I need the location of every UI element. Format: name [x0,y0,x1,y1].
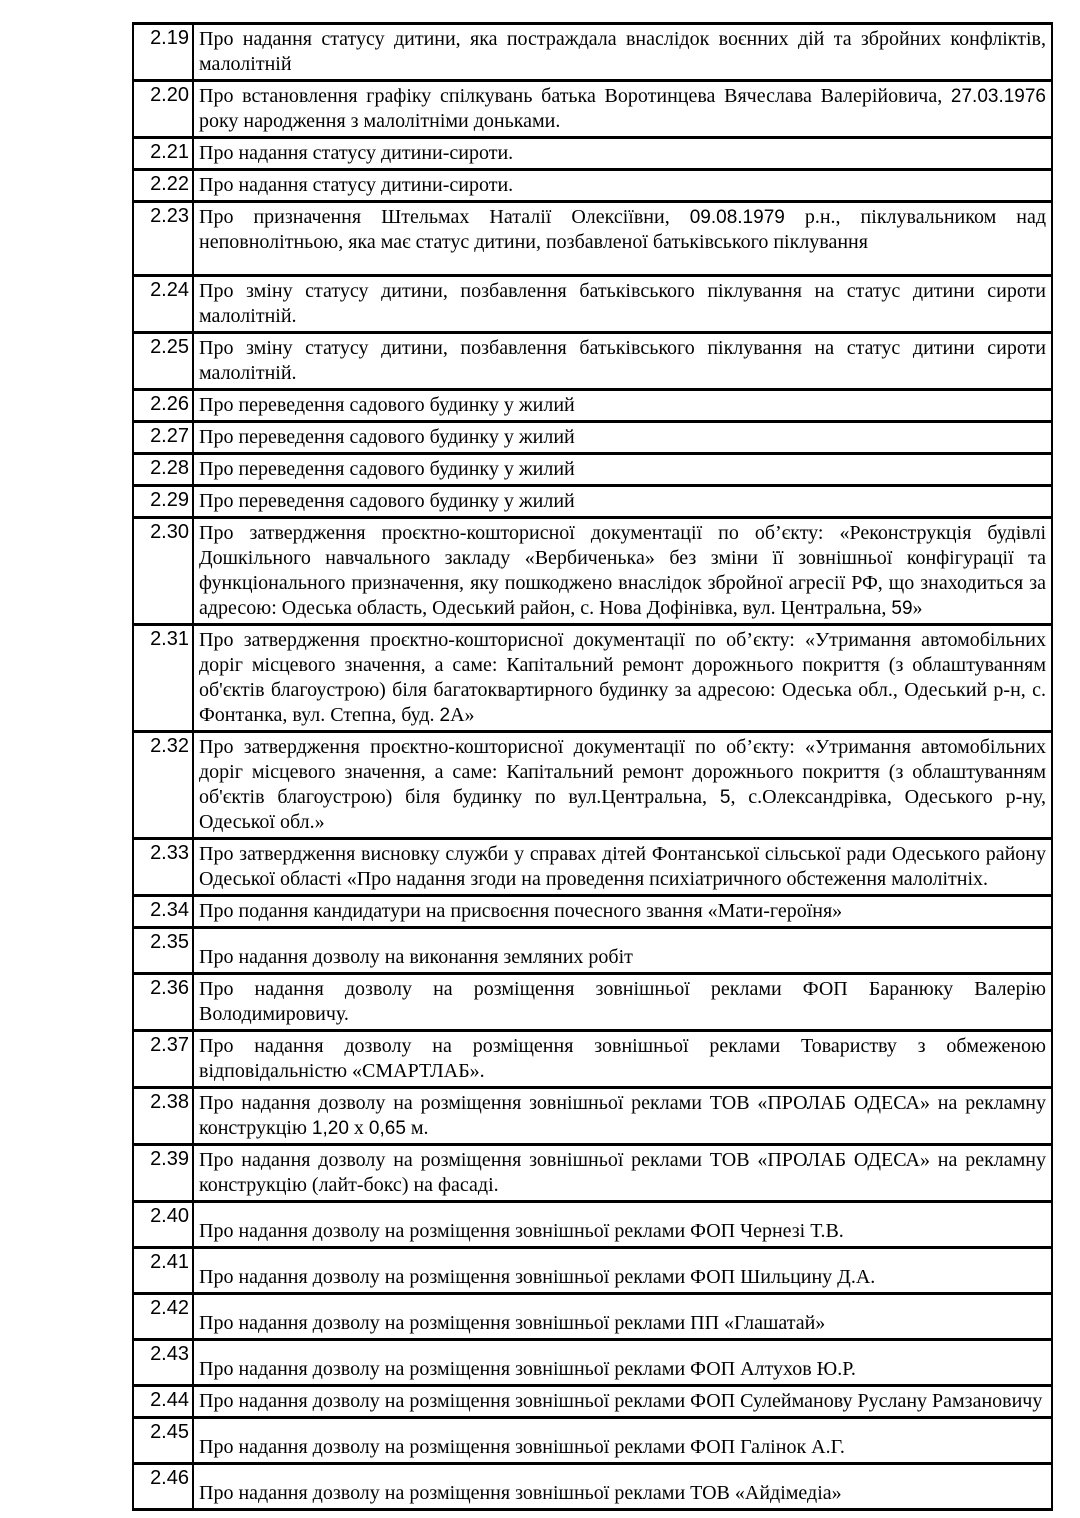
table-row [134,136,1051,168]
row-number: 2.38 [134,1089,194,1143]
table-row [134,1029,1051,1086]
row-text: Про затвердження проєктно-кошторисної документації по об’єкту: «Реконструкція будівлі Дошкільного навчального закладу «Вербиченька» без зміни її зовнішньої конфігурації та функціонального призначення, яку пошкоджено внаслідок збройної агресії РФ, що знаходиться за адресою: Одеська область, Одеський район, с. Нова Дофінівка, вул. Центральна, 59» [199,522,1046,619]
row-number: 2.41 [134,1249,194,1292]
table-row [134,1384,1051,1416]
row-number: 2.24 [134,277,194,331]
table-row [134,1292,1051,1338]
row-text: Про переведення садового будинку у жилий [199,394,575,416]
table-row [134,420,1051,452]
row-number: 2.27 [134,423,194,452]
table-row [134,1338,1051,1384]
table-row [134,894,1051,926]
row-number: 2.25 [134,334,194,388]
row-text: Про надання дозволу на розміщення зовнішньої реклами ПП «Глашатай» [199,1312,826,1334]
row-text: Про призначення Штельмах Наталії Олексіївни, 09.08.1979 р.н., піклувальником над неповнолітньою, яка має статус дитини, позбавленої батьківського піклування [199,206,1047,253]
row-text: Про переведення садового будинку у жилий [199,458,575,480]
row-text: Про надання дозволу на розміщення зовнішньої реклами ТОВ «ПРОЛАБ ОДЕСА» на рекламну конструкцію (лайт-бокс) на фасаді. [199,1149,1046,1196]
row-number: 2.35 [134,929,194,972]
row-number: 2.42 [134,1295,194,1338]
row-number: 2.46 [134,1465,194,1508]
row-number: 2.29 [134,487,194,516]
row-number: 2.44 [134,1387,194,1416]
row-number: 2.26 [134,391,194,420]
row-number: 2.45 [134,1419,194,1462]
row-number: 2.32 [134,733,194,837]
table-row [134,1143,1051,1200]
table-row [134,79,1051,136]
agenda-table [132,22,1053,1511]
table-row [134,274,1051,331]
table-row [134,1200,1051,1246]
row-text: Про надання статусу дитини-сироти. [199,174,514,196]
table-row [134,331,1051,388]
row-text: Про затвердження проєктно-кошторисної документації по об’єкту: «Утримання автомобільних доріг місцевого значення, а саме: Капітальний ремонт дорожнього покриття (з облаштуванням об'єктів благоустрою) біля будинку по вул.Центральна, 5, с.Олександрівка, Одеського р-ну, Одеської обл.» [199,736,1047,833]
row-text: Про надання дозволу на розміщення зовнішньої реклами Товариству з обмеженою відповідальністю «СМАРТЛАБ». [199,1035,1046,1082]
row-text: Про надання дозволу на розміщення зовнішньої реклами ТОВ «Айдімедіа» [199,1482,842,1504]
table-row [134,484,1051,516]
row-text: Про зміну статусу дитини, позбавлення батьківського піклування на статус дитини сироти малолітній. [199,337,1046,384]
row-number: 2.43 [134,1341,194,1384]
row-number: 2.31 [134,626,194,730]
table-row [134,1416,1051,1462]
row-number: 2.37 [134,1032,194,1086]
row-text: Про надання дозволу на розміщення зовнішньої реклами ФОП Алтухов Ю.Р. [199,1358,856,1380]
row-number: 2.19 [134,25,194,79]
table-row [134,623,1051,730]
row-text: Про зміну статусу дитини, позбавлення батьківського піклування на статус дитини сироти малолітній. [199,280,1046,327]
row-text: Про надання дозволу на розміщення зовнішньої реклами ФОП Чернезі Т.В. [199,1220,844,1242]
row-text: Про затвердження проєктно-кошторисної документації по об’єкту: «Утримання автомобільних доріг місцевого значення, а саме: Капітальний ремонт дорожнього покриття (з облаштуванням об'єктів благоустрою) біля багатоквартирного будинку за адресою: Одеська обл., Одеський р-н, с. Фонтанка, вул. Степна, буд. 2А» [199,629,1046,726]
table-row [134,972,1051,1029]
row-number: 2.40 [134,1203,194,1246]
table-row [134,452,1051,484]
row-text: Про надання дозволу на виконання земляних робіт [199,946,633,968]
table-row [134,1086,1051,1143]
row-text: Про надання дозволу на розміщення зовнішньої реклами ФОП Баранюку Валерію Володимировичу. [199,978,1046,1025]
row-number: 2.30 [134,519,194,623]
row-number: 2.28 [134,455,194,484]
row-text: Про надання дозволу на розміщення зовнішньої реклами ФОП Галінок А.Г. [199,1436,845,1458]
row-text: Про встановлення графіку спілкувань батька Воротинцева Вячеслава Валерійовича, 27.03.1976 року народження з малолітніми доньками. [199,85,1046,132]
row-number: 2.21 [134,139,194,168]
row-text: Про надання статусу дитини, яка постраждала внаслідок воєнних дій та збройних конфліктів, малолітній [199,28,1046,75]
row-number: 2.34 [134,897,194,926]
row-text: Про надання дозволу на розміщення зовнішньої реклами ФОП Сулейманову Руслану Рамзановичу [199,1390,1043,1412]
table-row [134,200,1051,274]
table-row [134,168,1051,200]
table-row [134,1246,1051,1292]
table-row [134,25,1051,79]
row-number: 2.22 [134,171,194,200]
table-row [134,388,1051,420]
row-number: 2.33 [134,840,194,894]
row-text: Про переведення садового будинку у жилий [199,490,575,512]
table-row [134,926,1051,972]
row-number: 2.23 [134,203,194,274]
row-number: 2.39 [134,1146,194,1200]
table-row [134,1462,1051,1508]
table-row [134,730,1051,837]
row-text: Про затвердження висновку служби у справах дітей Фонтанської сільської ради Одеського району Одеської області «Про надання згоди на проведення психіатричного обстеження малолітніх. [199,843,1046,890]
row-number: 2.36 [134,975,194,1029]
row-text: Про надання дозволу на розміщення зовнішньої реклами ФОП Шильцину Д.А. [199,1266,876,1288]
row-text: Про надання статусу дитини-сироти. [199,142,514,164]
row-text: Про переведення садового будинку у жилий [199,426,575,448]
table-row [134,837,1051,894]
row-text: Про подання кандидатури на присвоєння почесного звання «Мати-героїня» [199,900,843,922]
row-number: 2.20 [134,82,194,136]
row-text: Про надання дозволу на розміщення зовнішньої реклами ТОВ «ПРОЛАБ ОДЕСА» на рекламну конструкцію 1,20 х 0,65 м. [199,1092,1046,1139]
table-row [134,516,1051,623]
